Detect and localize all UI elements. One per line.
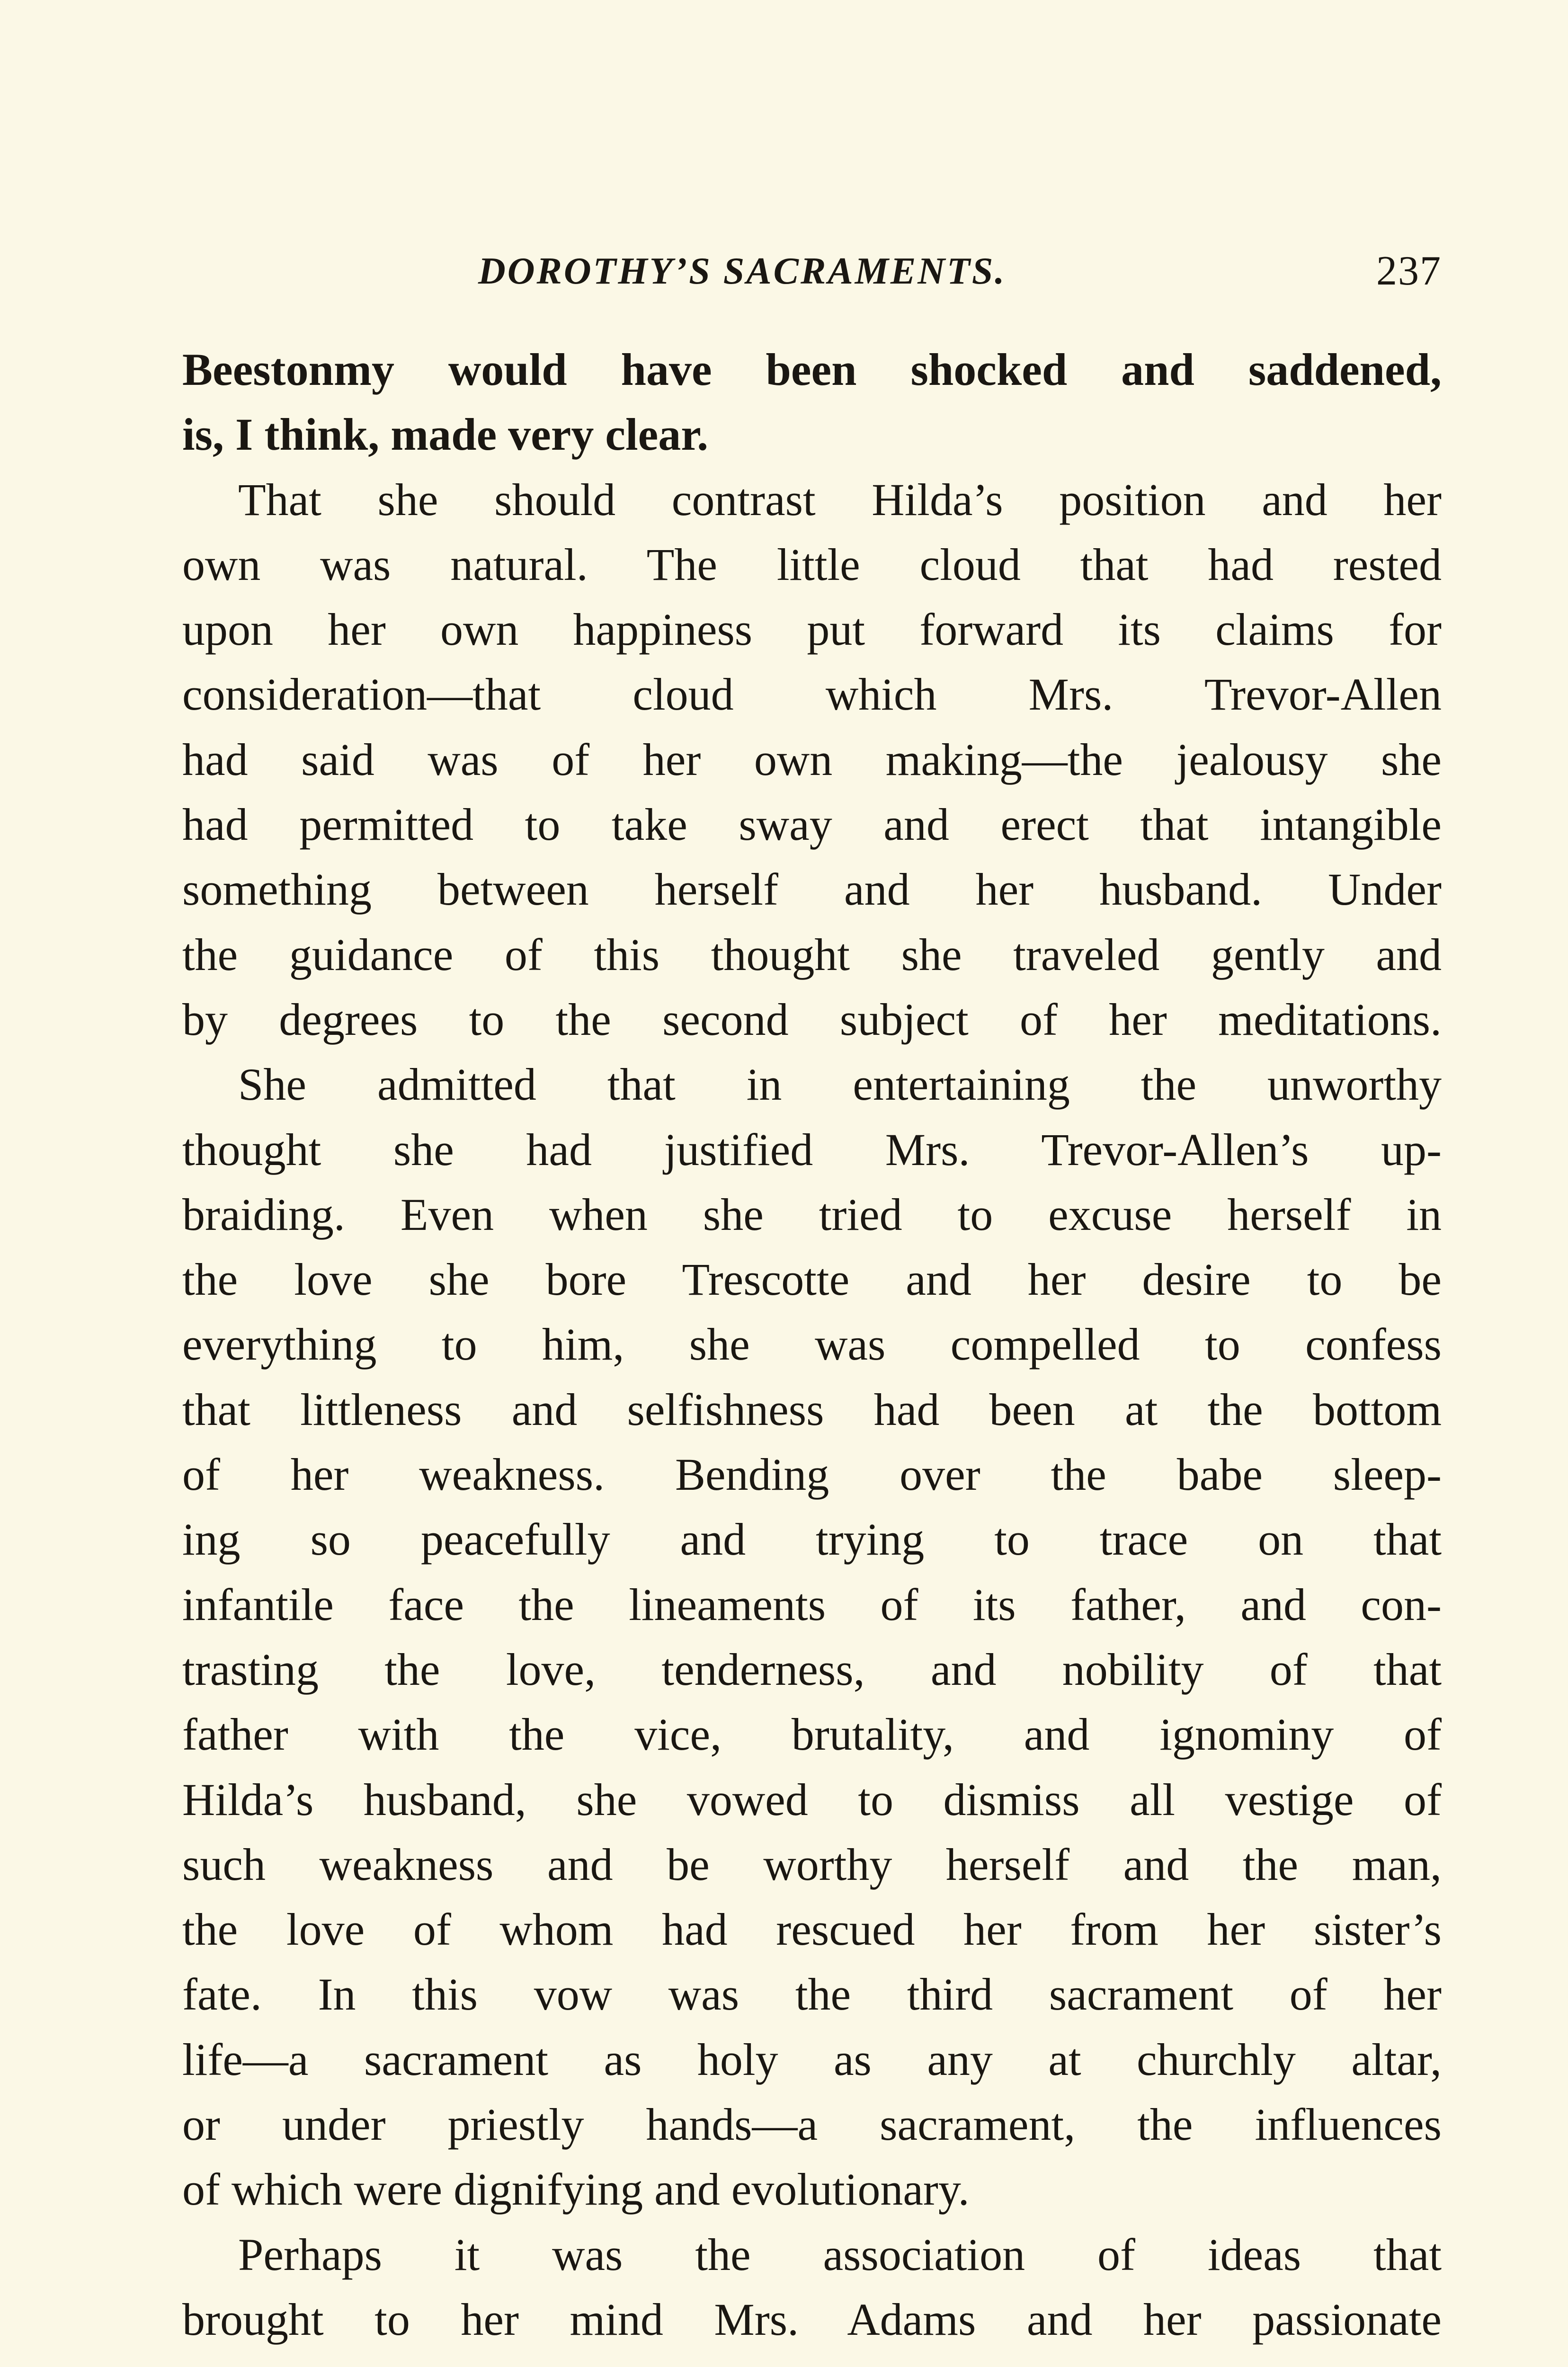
text-line: She admitted that in entertaining the unworthy [238, 1059, 1442, 1110]
text-line: had said was of her own making—the jealousy she [182, 734, 1442, 785]
text-line: That she should contrast Hilda’s position and her [238, 474, 1442, 525]
text-line: fate. In this vow was the third sacrament of her [182, 1969, 1442, 2020]
text-line: is, I think, made very clear. [182, 409, 709, 460]
text-line: consideration—that cloud which Mrs. Trevor-Allen [182, 669, 1442, 720]
text-line: thought she had justified Mrs. Trevor-Allen’s up- [182, 1124, 1442, 1175]
text-line: such weakness and be worthy herself and the man, [182, 1839, 1442, 1890]
text-line: by degrees to the second subject of her meditations. [182, 994, 1442, 1045]
page-number: 237 [1376, 248, 1442, 294]
text-line: of which were dignifying and evolutionary. [182, 2164, 970, 2215]
text-line: had permitted to take sway and erect that intangible [182, 799, 1442, 850]
body-text [182, 337, 1442, 2352]
text-line: something between herself and her husband. Under [182, 864, 1442, 915]
text-line: Hilda’s husband, she vowed to dismiss all vestige of [182, 1774, 1442, 1825]
text-line: of her weakness. Bending over the babe sleep- [182, 1449, 1442, 1500]
text-line: Beestonmy would have been shocked and saddened, [182, 344, 1442, 395]
text-line: trasting the love, tenderness, and nobility of that [182, 1644, 1442, 1695]
text-line: or under priestly hands—a sacrament, the influences [182, 2099, 1442, 2150]
text-line: upon her own happiness put forward its claims for [182, 604, 1442, 655]
text-line: Perhaps it was the association of ideas that [238, 2229, 1442, 2280]
running-title: DOROTHY’S SACRAMENTS. [478, 250, 1007, 292]
text-line: everything to him, she was compelled to confess [182, 1319, 1442, 1370]
text-line: father with the vice, brutality, and ignominy of [182, 1709, 1442, 1760]
text-line: own was natural. The little cloud that had rested [182, 539, 1442, 590]
text-line: the guidance of this thought she traveled gently and [182, 929, 1442, 980]
text-line: that littleness and selfishness had been at the bottom [182, 1384, 1442, 1435]
running-head [182, 240, 1442, 302]
text-line: braiding. Even when she tried to excuse herself in [182, 1189, 1442, 1240]
text-line: the love of whom had rescued her from her sister’s [182, 1904, 1442, 1955]
text-line: life—a sacrament as holy as any at churchly altar, [182, 2034, 1442, 2085]
text-line: infantile face the lineaments of its father, and con- [182, 1579, 1442, 1630]
text-line: the love she bore Trescotte and her desire to be [182, 1254, 1442, 1305]
text-line: ing so peacefully and trying to trace on that [182, 1514, 1442, 1565]
text-line: brought to her mind Mrs. Adams and her passionate [182, 2294, 1442, 2345]
